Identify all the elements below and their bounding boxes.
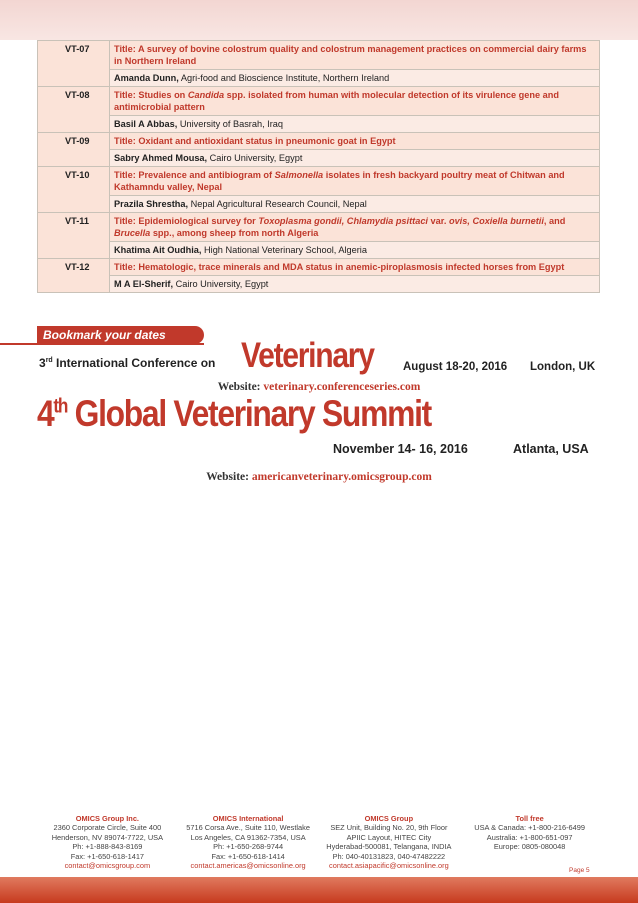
session-code: VT-10 [38, 167, 110, 213]
session-title [110, 213, 600, 242]
author-affiliation: Cairo University, Egypt [173, 279, 269, 289]
footer-line: Fax: +1-650-618-1417 [70, 851, 145, 861]
footer-heading: OMICS Group [364, 814, 414, 823]
author-name: Amanda Dunn, [114, 73, 179, 83]
session-title-row [38, 133, 600, 150]
session-title-row [38, 167, 600, 196]
session-title-part: spp. isolated from human with molecular detection of its virulence gene and antimicrobial pattern [114, 90, 560, 112]
session-title [110, 167, 600, 196]
conf2-dates: November 14- 16, 2016 [333, 442, 468, 456]
footer-contacts [37, 814, 600, 870]
footer-line: 2360 Corporate Circle, Suite 400 [53, 823, 162, 833]
session-code: VT-08 [38, 87, 110, 133]
session-author [110, 150, 600, 167]
session-title-part: Toxoplasma gondii, Chlamydia psittaci [258, 216, 428, 226]
conf2-place: Atlanta, USA [513, 442, 589, 456]
session-author [110, 276, 600, 293]
session-title-part: var. [428, 216, 449, 226]
conf2-headline-text: Global Veterinary Summit [67, 393, 431, 434]
session-code: VT-12 [38, 259, 110, 293]
author-affiliation: University of Basrah, Iraq [177, 119, 284, 129]
session-title-row [38, 87, 600, 116]
session-title-part: Salmonella [274, 170, 324, 180]
session-code: VT-11 [38, 213, 110, 259]
session-title [110, 87, 600, 116]
conf2-ordinal-sup: th [53, 395, 68, 418]
conf1-website-link[interactable]: veterinary.conferenceseries.com [263, 381, 421, 393]
session-title-part: Title: Studies on [114, 90, 188, 100]
conf2-website-label: Website: [206, 471, 252, 483]
conf1-prefix [39, 356, 215, 370]
session-title [110, 259, 600, 276]
session-title-part: spp., among sheep from north Algeria [150, 228, 319, 238]
footer-line: Australia: +1-800-651-097 [486, 832, 573, 842]
footer-line: Ph: 040-40131823, 040-47482222 [332, 851, 446, 861]
footer-line: Henderson, NV 89074-7722, USA [51, 832, 164, 842]
session-code: VT-07 [38, 41, 110, 87]
conf1-ordinal-num: 3 [39, 356, 46, 370]
session-title-part: ovis, Coxiella burnetii [448, 216, 544, 226]
session-author-row [38, 242, 600, 259]
footer-line: USA & Canada: +1-800-216-6499 [474, 823, 585, 833]
footer-email-link[interactable]: contact@omicsgroup.com [64, 861, 151, 871]
author-affiliation: Cairo University, Egypt [207, 153, 303, 163]
footer-line: 5716 Corsa Ave., Suite 110, Westlake [186, 823, 310, 833]
author-affiliation: Agri-food and Bioscience Institute, Northern Ireland [178, 73, 390, 83]
conf1-dates: August 18-20, 2016 [403, 361, 508, 373]
footer-heading: Toll free [515, 814, 544, 823]
sessions-table [37, 40, 600, 293]
footer-col-omics-international [178, 814, 319, 870]
session-author-row [38, 196, 600, 213]
session-code: VT-09 [38, 133, 110, 167]
session-title-part: Title: A survey of bovine colostrum quality and colostrum management practices on commercial dairy farms in Northern Ireland [114, 44, 587, 66]
session-title-part: Candida [187, 90, 225, 100]
footer-line: Los Angeles, CA 91362-7354, USA [190, 832, 306, 842]
conf2-website [0, 471, 638, 483]
session-title-part: Title: Epidemiological survey for [114, 216, 259, 226]
footer-line: Hyderabad-500081, Telangana, INDIA [326, 842, 452, 852]
session-title-part: Title: Hematologic, trace minerals and MDA status in anemic-piroplasmosis infected horses from Egypt [114, 262, 565, 272]
conf2-ordinal-num: 4 [37, 393, 54, 434]
author-name: M A El-Sherif, [114, 279, 174, 289]
conf1-ordinal-sup: rd [45, 357, 53, 364]
conf1-headline: Veterinary [241, 336, 374, 375]
footer-heading: OMICS International [212, 814, 284, 823]
conf1-website-label: Website: [217, 381, 264, 393]
footer-email-link[interactable]: contact.americas@omicsonline.org [190, 861, 306, 871]
session-title [110, 133, 600, 150]
session-author [110, 116, 600, 133]
author-affiliation: High National Veterinary School, Algeria [201, 245, 367, 255]
session-author-row [38, 70, 600, 87]
footer-line: Fax: +1-650-618-1414 [211, 851, 285, 861]
author-name: Basil A Abbas, [114, 119, 178, 129]
footer-line: Ph: +1-650-268-9744 [213, 842, 284, 852]
session-title-part: Title: Prevalence and antibiogram of [114, 170, 275, 180]
session-author [110, 70, 600, 87]
conf2-website-link[interactable]: americanveterinary.omicsgroup.com [251, 471, 432, 483]
session-author [110, 242, 600, 259]
session-title-part: , and [543, 216, 566, 226]
footer-email-link[interactable]: contact.asiapacific@omicsonline.org [329, 861, 449, 871]
session-author-row [38, 276, 600, 293]
author-name: Khatima Ait Oudhia, [114, 245, 202, 255]
footer-col-omics-group [319, 814, 460, 870]
session-title-part: Brucella [114, 228, 151, 238]
author-affiliation: Nepal Agricultural Research Council, Nepal [188, 199, 367, 209]
session-title-part: Title: Oxidant and antioxidant status in pneumonic goat in Egypt [114, 136, 396, 146]
session-title [110, 41, 600, 70]
footer-heading: OMICS Group Inc. [75, 814, 139, 823]
session-title-row [38, 213, 600, 242]
session-title-row [38, 41, 600, 70]
footer-col-toll-free [459, 814, 600, 870]
bottom-band [0, 877, 638, 903]
session-author-row [38, 150, 600, 167]
conf1-website [0, 381, 638, 393]
top-band [0, 0, 638, 40]
session-title-row [38, 259, 600, 276]
session-title-part: isolates in fresh backyard poultry meat of Chitwan and Kathamndu valley, Nepal [114, 170, 565, 192]
session-author [110, 196, 600, 213]
conf2-headline [37, 393, 431, 435]
footer-line: Europe: 0805-080048 [493, 842, 566, 852]
session-author-row [38, 116, 600, 133]
author-name: Prazila Shrestha, [114, 199, 189, 209]
author-name: Sabry Ahmed Mousa, [114, 153, 208, 163]
bookmark-banner: Bookmark your dates [37, 326, 204, 344]
conf1-prefix-text: International Conference on [52, 356, 216, 370]
footer-col-omics-inc [37, 814, 178, 870]
page-number: Page 5 [569, 867, 590, 874]
footer-line: Ph: +1-888-843-8169 [72, 842, 143, 852]
footer-line: SEZ Unit, Building No. 20, 9th Floor [330, 823, 448, 833]
footer-line: APIIC Layout, HITEC City [346, 832, 432, 842]
conf1-place: London, UK [530, 361, 596, 373]
